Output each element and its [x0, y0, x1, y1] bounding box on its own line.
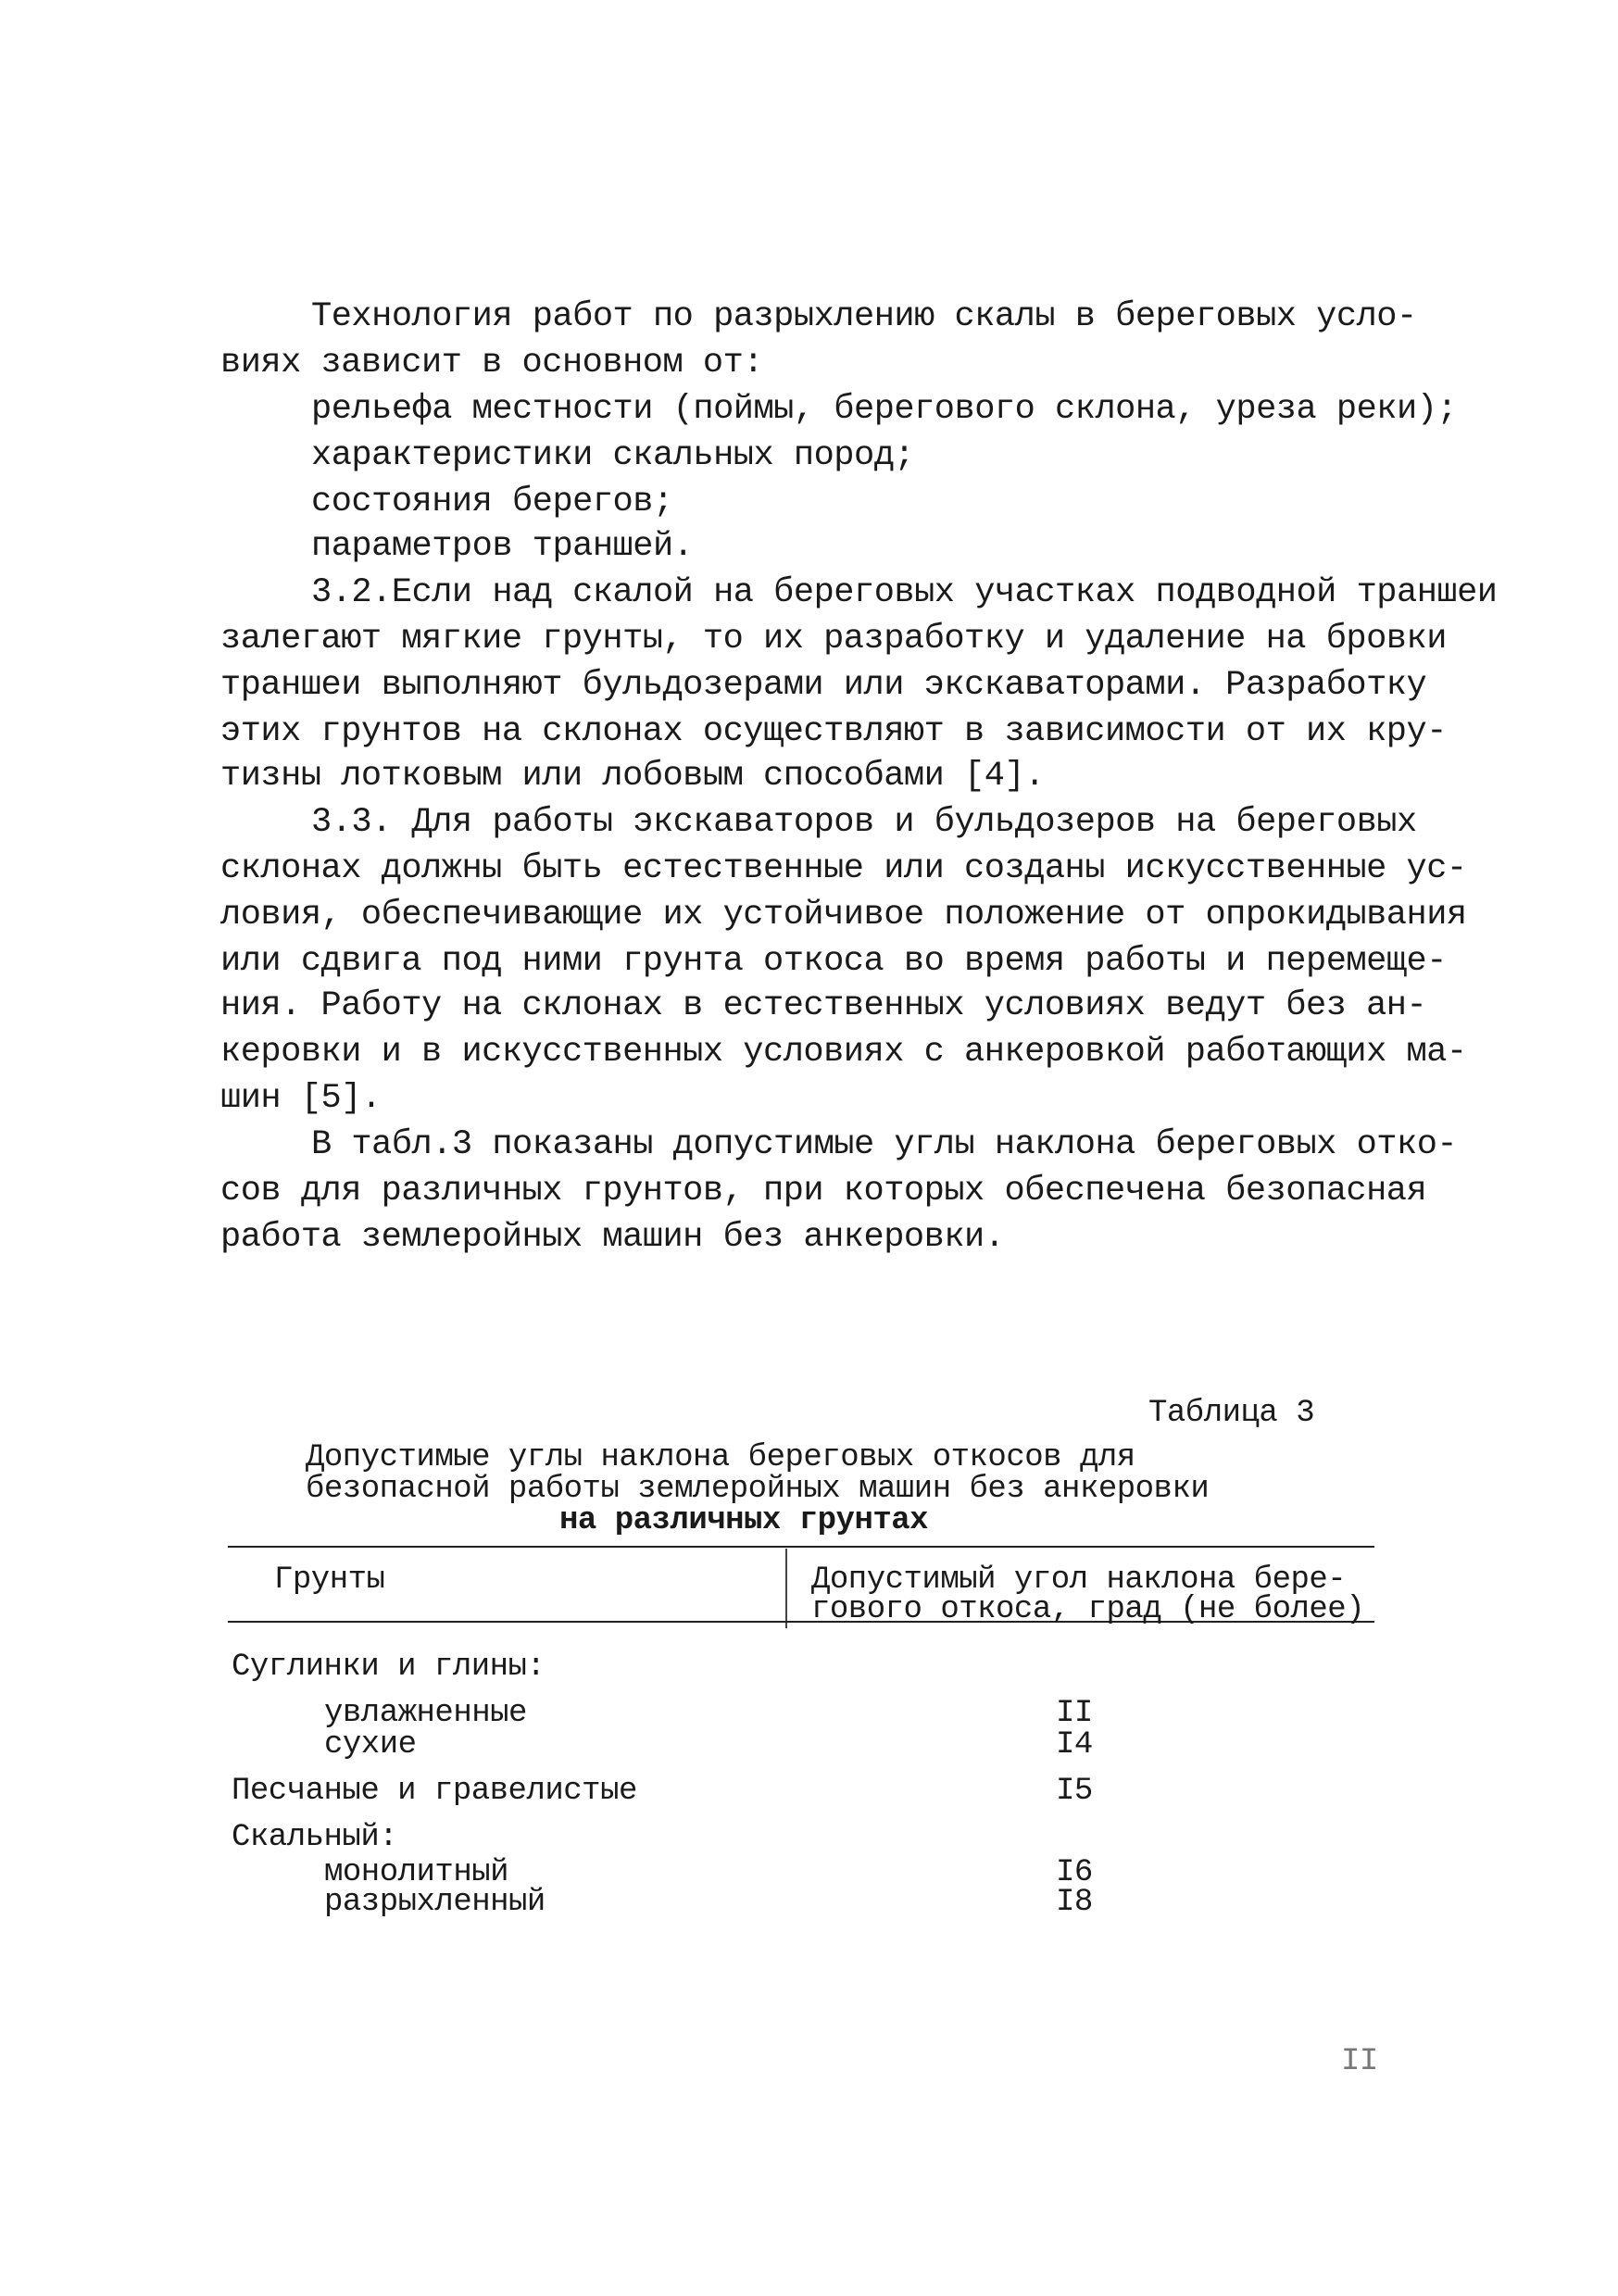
paragraph-3-3-line: ловия, обеспечивающие их устойчивое положение от опрокидывания — [220, 896, 1467, 935]
table-label: Таблица 3 — [1148, 1396, 1315, 1431]
table-row-value: I5 — [1056, 1774, 1093, 1809]
table-header-angle-line: гового откоса, град (не более) — [811, 1592, 1365, 1627]
paragraph-1-line-2: виях зависит в основном от: — [220, 344, 763, 383]
paragraph-3-3-line: склонах должны быть естественные или созданы искусственные ус- — [220, 849, 1467, 888]
list-item: характеристики скальных пород; — [311, 436, 915, 475]
paragraph-3-3-line: шин [5]. — [220, 1079, 382, 1118]
paragraph-3-2-line: тизны лотковым или лобовым способами [4]. — [220, 757, 1045, 796]
table-caption-line: на различных грунтах — [559, 1503, 929, 1538]
paragraph-3-2-line: 3.2.Если над скалой на береговых участках подводной траншеи — [311, 573, 1498, 612]
table-top-rule — [228, 1546, 1374, 1548]
table-header-soils: Грунты — [274, 1562, 385, 1598]
list-item: состояния берегов; — [311, 483, 673, 521]
table-row-value: I8 — [1056, 1885, 1093, 1920]
paragraph-3-2-line: этих грунтов на склонах осуществляют в зависимости от их кру- — [220, 712, 1447, 751]
list-item: параметров траншей. — [311, 527, 694, 566]
paragraph-3-3-line: керовки и в искусственных условиях с анкеровкой работающих ма- — [220, 1033, 1467, 1072]
table-row-label: разрыхленный — [324, 1885, 546, 1920]
table-header-angle-line: Допустимый угол наклона бере- — [811, 1562, 1347, 1598]
table-row-label: увлажненные — [324, 1696, 527, 1731]
paragraph-4-line: В табл.3 показаны допустимые углы наклона береговых отко- — [311, 1125, 1458, 1164]
table-caption-line: Допустимые углы наклона береговых откосов для — [306, 1440, 1135, 1475]
paragraph-3-3-line: 3.3. Для работы экскаваторов и бульдозеров на береговых — [311, 803, 1417, 842]
table-row-value: II — [1056, 1696, 1093, 1731]
paragraph-3-2-line: залегают мягкие грунты, то их разработку и удаление на бровки — [220, 620, 1447, 659]
table-row-value: I4 — [1056, 1727, 1093, 1763]
list-item: рельефа местности (поймы, берегового склона, уреза реки); — [311, 390, 1458, 429]
table-row-label: сухие — [324, 1727, 417, 1763]
page-number: II — [1341, 2044, 1378, 2079]
table-column-divider — [785, 1549, 787, 1628]
paragraph-4-line: работа землеройных машин без анкеровки. — [220, 1218, 1005, 1257]
table-row-value: I6 — [1056, 1855, 1093, 1890]
paragraph-1-line-1: Технология работ по разрыхлению скалы в береговых усло- — [311, 297, 1417, 336]
table-row-label: Суглинки и глины: — [232, 1650, 546, 1685]
table-caption-line: безопасной работы землеройных машин без анкеровки — [306, 1472, 1210, 1507]
paragraph-4-line: сов для различных грунтов, при которых обеспечена безопасная — [220, 1172, 1427, 1211]
table-row-label: Скальный: — [232, 1820, 398, 1855]
table-row-label: Песчаные и гравелистые — [232, 1774, 637, 1809]
paragraph-3-3-line: ния. Работу на склонах в естественных условиях ведут без ан- — [220, 986, 1427, 1025]
table-row-label: монолитный — [324, 1855, 509, 1890]
paragraph-3-3-line: или сдвига под ними грунта откоса во время работы и перемеще- — [220, 942, 1447, 981]
paragraph-3-2-line: траншеи выполняют бульдозерами или экскаваторами. Разработку — [220, 666, 1427, 705]
